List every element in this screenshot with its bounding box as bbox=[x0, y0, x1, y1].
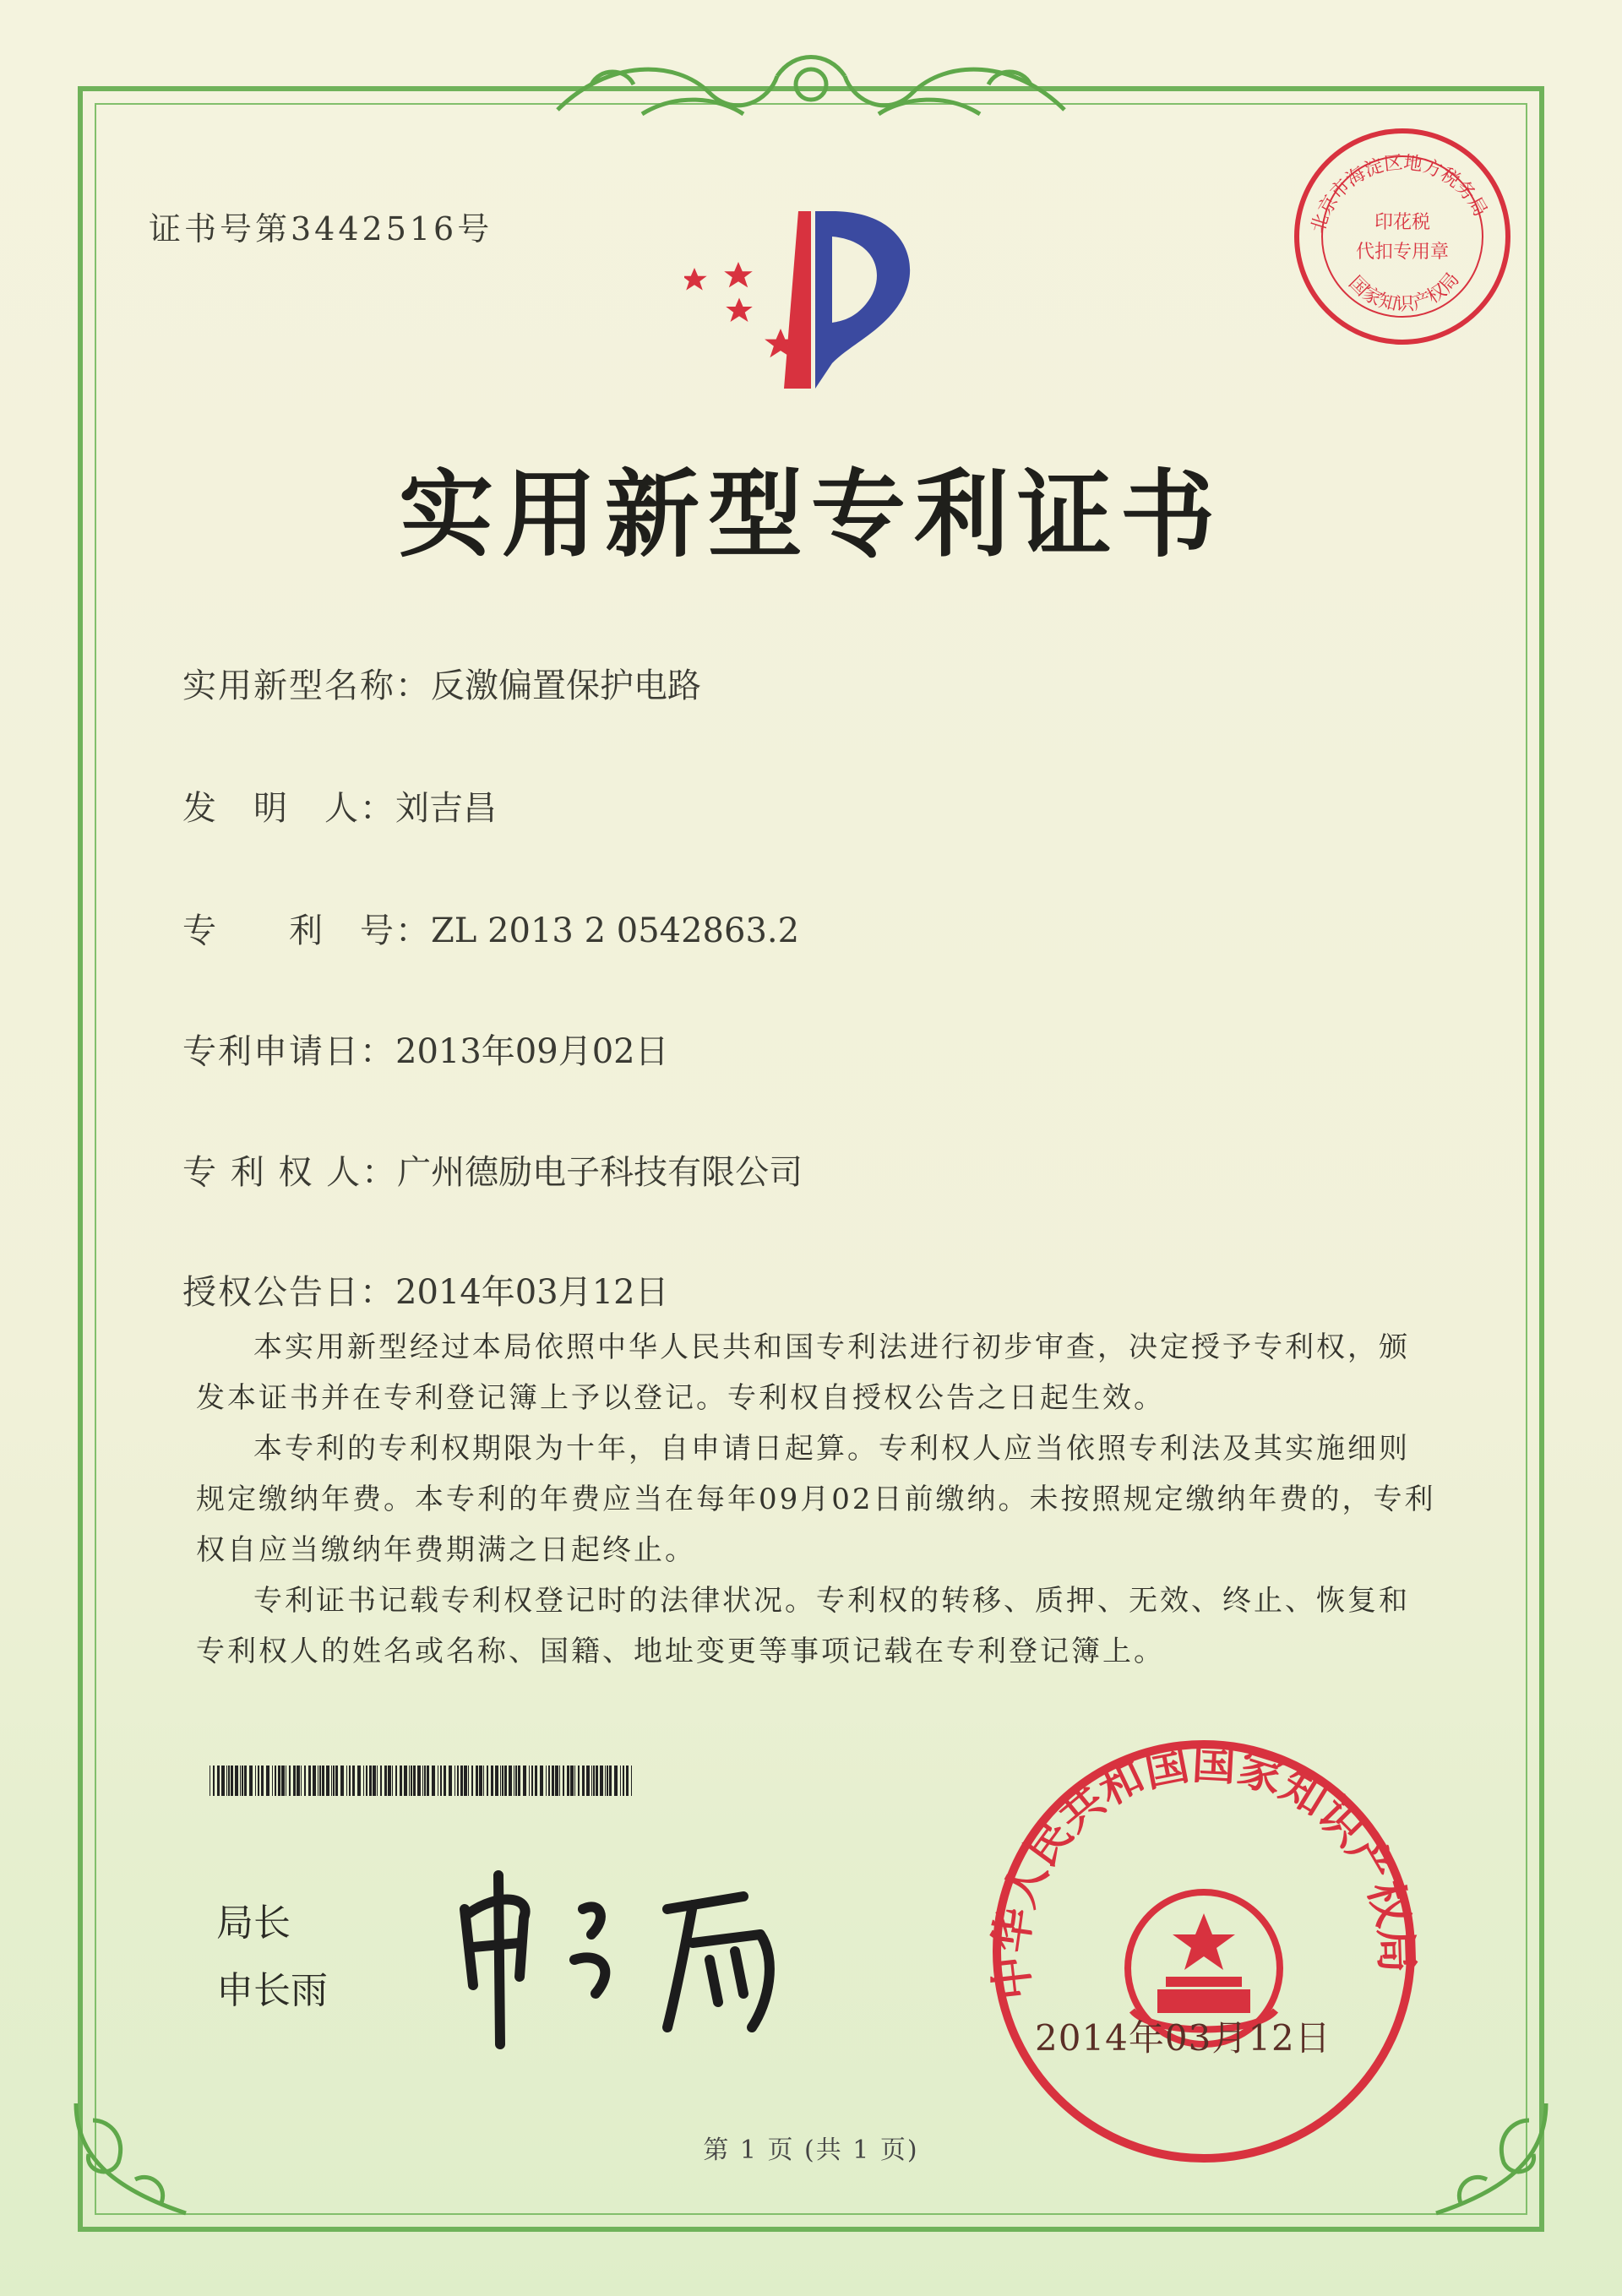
barcode-bar bbox=[422, 1766, 423, 1796]
barcode-bar bbox=[432, 1766, 435, 1796]
director-title: 局长 bbox=[216, 1902, 291, 1945]
tax-seal-outer-text: 北京市海淀区地方税务局 bbox=[1307, 152, 1491, 236]
barcode-bar bbox=[411, 1766, 412, 1796]
barcode-bar bbox=[255, 1766, 256, 1796]
barcode-bar bbox=[515, 1766, 517, 1796]
barcode-bar bbox=[529, 1766, 530, 1796]
official-seal-text: 中华人民共和国国家知识产权局 bbox=[985, 1738, 1422, 2003]
barcode-bar bbox=[600, 1766, 603, 1796]
barcode-bar bbox=[605, 1766, 606, 1796]
barcode-bar bbox=[487, 1766, 488, 1796]
barcode-bar bbox=[366, 1766, 367, 1796]
barcode-bar bbox=[502, 1766, 503, 1796]
svg-text:中华人民共和国国家知识产权局 bbox=[986, 1738, 1422, 2002]
svg-text:国家知识产权局 bbox=[1344, 269, 1463, 315]
barcode-bar bbox=[349, 1766, 351, 1796]
barcode-bar bbox=[518, 1766, 520, 1796]
barcode-bar bbox=[567, 1766, 569, 1796]
barcode-bar bbox=[326, 1766, 329, 1796]
barcode-bar bbox=[346, 1766, 347, 1796]
barcode-bar bbox=[217, 1766, 220, 1796]
barcode-bar bbox=[228, 1766, 230, 1796]
barcode-bar bbox=[335, 1766, 338, 1796]
field-inventor: 发 明 人：刘吉昌 bbox=[182, 789, 497, 828]
certificate-body bbox=[196, 1322, 1438, 1677]
top-ornament bbox=[541, 34, 1081, 135]
barcode-bar bbox=[297, 1766, 300, 1796]
barcode-bar bbox=[404, 1766, 407, 1796]
barcode-bar bbox=[559, 1766, 560, 1796]
barcode-bar bbox=[249, 1766, 253, 1796]
field-grant-date: 授权公告日：2014年03月12日 bbox=[182, 1273, 669, 1312]
barcode-bar bbox=[614, 1766, 618, 1796]
barcode-bar bbox=[504, 1766, 507, 1796]
barcode-bar bbox=[552, 1766, 554, 1796]
barcode-bar bbox=[540, 1766, 543, 1796]
barcode-bar bbox=[308, 1766, 311, 1796]
barcode-bar bbox=[574, 1766, 575, 1796]
barcode-bar bbox=[395, 1766, 397, 1796]
barcode-bar bbox=[275, 1766, 276, 1796]
barcode-bar bbox=[409, 1766, 410, 1796]
barcode-bar bbox=[384, 1766, 387, 1796]
barcode-bar bbox=[476, 1766, 478, 1796]
barcode-bar bbox=[626, 1766, 629, 1796]
barcode-bar bbox=[313, 1766, 316, 1796]
barcode-bar bbox=[242, 1766, 243, 1796]
field-patentee: 专 利 权 人：广州德励电子科技有限公司 bbox=[182, 1153, 803, 1192]
barcode-bar bbox=[535, 1766, 537, 1796]
barcode-bar bbox=[593, 1766, 595, 1796]
barcode-bar bbox=[563, 1766, 564, 1796]
barcode-bar bbox=[213, 1766, 215, 1796]
barcode-bar bbox=[278, 1766, 280, 1796]
barcode-bar bbox=[340, 1766, 344, 1796]
barcode-bar bbox=[392, 1766, 393, 1796]
barcode-bar bbox=[491, 1766, 493, 1796]
barcode-bar bbox=[454, 1766, 455, 1796]
barcode-bar bbox=[424, 1766, 426, 1796]
barcode-bar bbox=[495, 1766, 498, 1796]
barcode-bar bbox=[226, 1766, 227, 1796]
barcode-bar bbox=[301, 1766, 302, 1796]
national-ip-office-seal bbox=[984, 1732, 1423, 2171]
barcode-bar bbox=[509, 1766, 512, 1796]
certificate-title: 实用新型专利证书 bbox=[399, 460, 1223, 570]
barcode-bar bbox=[631, 1766, 632, 1796]
barcode-bar bbox=[304, 1766, 306, 1796]
barcode-bar bbox=[609, 1766, 612, 1796]
barcode-bar bbox=[607, 1766, 608, 1796]
barcode-bar bbox=[244, 1766, 247, 1796]
tax-seal-inner-text-2: 代扣专用章 bbox=[1355, 242, 1450, 263]
barcode-bar bbox=[352, 1766, 355, 1796]
field-patent-number: 专 利 号：ZL 2013 2 0542863.2 bbox=[182, 911, 800, 950]
barcode-bar bbox=[357, 1766, 361, 1796]
barcode-bar bbox=[258, 1766, 259, 1796]
barcode-bar bbox=[221, 1766, 225, 1796]
barcode-bar bbox=[266, 1766, 269, 1796]
barcode-bar bbox=[468, 1766, 469, 1796]
barcode-bar bbox=[417, 1766, 421, 1796]
barcode-bar bbox=[531, 1766, 533, 1796]
barcode-bar bbox=[591, 1766, 592, 1796]
barcode-bar bbox=[586, 1766, 590, 1796]
barcode-bar bbox=[500, 1766, 501, 1796]
barcode-bar bbox=[523, 1766, 526, 1796]
barcode-bar bbox=[331, 1766, 332, 1796]
barcode-bar bbox=[582, 1766, 585, 1796]
seal-date: 2014年03月12日 bbox=[1035, 2017, 1331, 2059]
barcode-bar bbox=[380, 1766, 382, 1796]
barcode-bar bbox=[261, 1766, 264, 1796]
director-signature bbox=[439, 1858, 862, 2053]
barcode-bar bbox=[413, 1766, 416, 1796]
tax-stamp-seal bbox=[1288, 122, 1516, 351]
barcode-bar bbox=[460, 1766, 463, 1796]
patent-office-logo-icon bbox=[684, 194, 955, 405]
barcode-bar bbox=[464, 1766, 467, 1796]
barcode-bar bbox=[596, 1766, 598, 1796]
barcode-bar bbox=[578, 1766, 580, 1796]
barcode-bar bbox=[548, 1766, 550, 1796]
barcode-bar bbox=[555, 1766, 558, 1796]
barcode-bar bbox=[363, 1766, 364, 1796]
barcode-bar bbox=[570, 1766, 574, 1796]
barcode-bar bbox=[440, 1766, 442, 1796]
barcode-bar bbox=[427, 1766, 429, 1796]
barcode-bar bbox=[400, 1766, 402, 1796]
barcode-bar bbox=[449, 1766, 452, 1796]
barcode-bar bbox=[373, 1766, 376, 1796]
barcode-bar bbox=[457, 1766, 459, 1796]
tax-seal-inner-text-1: 印花税 bbox=[1374, 212, 1431, 233]
body-paragraph: 专利证书记载专利权登记时的法律状况。专利权的转移、质押、无效、终止、恢复和专利权人的姓名或名称、国籍、地址变更等事项记载在专利登记簿上。 bbox=[196, 1584, 1410, 1668]
barcode-bar bbox=[369, 1766, 372, 1796]
barcode-bar bbox=[444, 1766, 446, 1796]
barcode-bar bbox=[240, 1766, 241, 1796]
field-utility-name: 实用新型名称：反激偏置保护电路 bbox=[182, 666, 701, 705]
barcode-bar bbox=[235, 1766, 238, 1796]
barcode-bar bbox=[293, 1766, 296, 1796]
barcode-bar bbox=[546, 1766, 547, 1796]
barcode-bar bbox=[333, 1766, 335, 1796]
barcode-bar bbox=[272, 1766, 273, 1796]
tax-seal-bottom-text: 国家知识产权局 bbox=[1344, 269, 1464, 316]
barcode-bar bbox=[281, 1766, 285, 1796]
certificate-number: 证书号第3442516号 bbox=[149, 210, 493, 248]
barcode-bar bbox=[289, 1766, 291, 1796]
barcode-bar bbox=[322, 1766, 324, 1796]
barcode-bar bbox=[319, 1766, 321, 1796]
barcode-bar bbox=[620, 1766, 621, 1796]
page-number: 第 1 页 (共 1 页) bbox=[703, 2135, 919, 2165]
barcode-bar bbox=[479, 1766, 482, 1796]
barcode-bar bbox=[231, 1766, 233, 1796]
barcode-bar bbox=[483, 1766, 484, 1796]
barcode-bar bbox=[388, 1766, 391, 1796]
barcode bbox=[210, 1766, 632, 1796]
barcode-bar bbox=[471, 1766, 473, 1796]
director-name: 申长雨 bbox=[216, 1969, 328, 2012]
field-application-date: 专利申请日：2013年09月02日 bbox=[182, 1032, 669, 1071]
body-paragraph: 本实用新型经过本局依照中华人民共和国专利法进行初步审查，决定授予专利权，颁发本证书并在专利登记簿上予以登记。专利权自授权公告之日起生效。 bbox=[196, 1330, 1410, 1415]
body-paragraph: 本专利的专利权期限为十年，自申请日起算。专利权人应当依照专利法及其实施细则规定缴纳年费。本专利的年费应当在每年09月02日前缴纳。未按照规定缴纳年费的，专利权自应当缴纳年费期满之日起终止。 bbox=[196, 1432, 1436, 1567]
barcode-bar bbox=[377, 1766, 378, 1796]
barcode-bar bbox=[623, 1766, 624, 1796]
